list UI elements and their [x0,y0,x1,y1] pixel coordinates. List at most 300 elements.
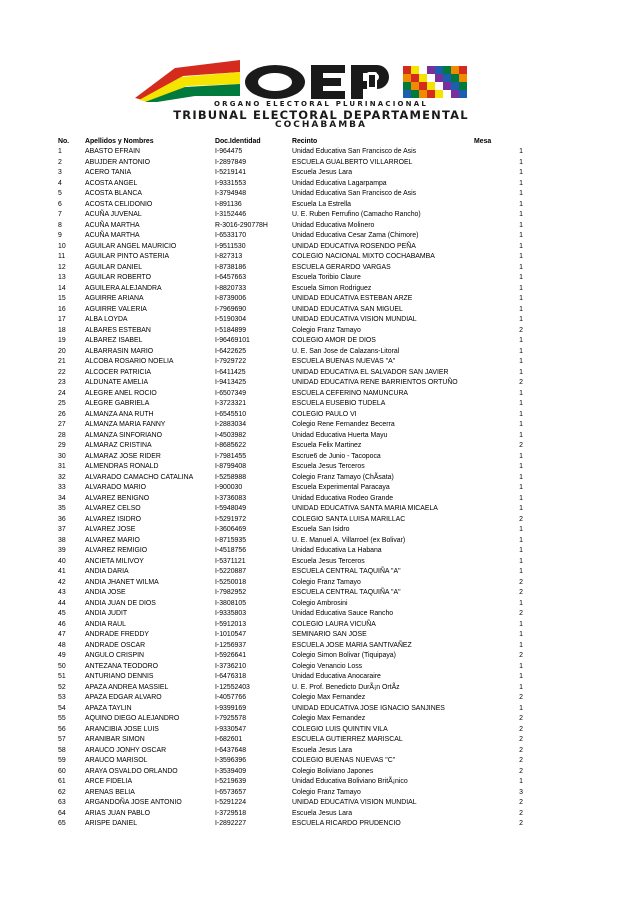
table-row [58,168,523,179]
row-doc-id: I-6411425 [215,368,246,376]
row-number: 12 [58,263,66,271]
row-name: ALBARRASIN MARIO [85,347,154,355]
table-row [58,588,523,599]
row-number: 59 [58,757,66,765]
row-recinto: ESCUELA JOSE MARIA SANTIVAÑEZ [292,641,412,649]
row-number: 21 [58,358,66,366]
row-recinto: Escuela Jesus Terceros [292,463,365,471]
row-number: 44 [58,599,66,607]
row-doc-id: I-6457663 [215,274,247,282]
row-mesa: 1 [519,704,523,712]
row-doc-id: I-4518756 [215,547,247,555]
row-recinto: Unidad Educativa Cesar Zama (Chimore) [292,232,419,240]
header-name: Apellidos y Nombres [85,137,154,145]
row-recinto: Escuela Toribio Claure [292,274,361,282]
header-doc: Doc.Identidad [215,137,261,145]
row-recinto: UNIDAD EDUCATIVA EL SALVADOR SAN JAVIER [292,368,449,376]
row-recinto: COLEGIO LUIS QUINTIN VILA [292,725,388,733]
row-doc-id: I-96469101 [215,337,250,345]
row-name: AGUILAR PINTO ASTERIA [85,253,170,261]
row-number: 4 [58,179,62,187]
row-name: APAZA TAYLIN [85,704,132,712]
row-number: 57 [58,736,66,744]
row-name: ALCOBA ROSARIO NOELIA [85,358,174,366]
row-doc-id: I-6437648 [215,746,247,754]
row-mesa: 1 [519,211,523,219]
row-mesa: 1 [519,389,523,397]
row-mesa: 1 [519,641,523,649]
row-name: ARAUCO MARISOL [85,757,148,765]
table-row [58,714,523,725]
row-doc-id: I-1256937 [215,641,247,649]
row-doc-id: I-7929722 [215,358,247,366]
row-mesa: 1 [519,673,523,681]
row-name: ARGANDOÑA JOSE ANTONIO [85,799,182,807]
table-row [58,640,523,651]
table-row [58,147,523,158]
row-mesa: 1 [519,242,523,250]
row-name: ALMARAZ JOSE RIDER [85,452,161,460]
logo-line-organo: ORGANO ELECTORAL PLURINACIONAL [213,100,429,108]
row-mesa: 2 [519,442,523,450]
row-recinto: UNIDAD EDUCATIVA SANTA MARIA MICAELA [292,505,438,513]
row-mesa: 1 [519,547,523,555]
table-row [58,283,523,294]
table-row [58,304,523,315]
table-row [58,336,523,347]
row-recinto: ESCUELA CEFERINO NAMUNCURA [292,389,409,397]
row-mesa: 1 [519,316,523,324]
row-mesa: 2 [519,746,523,754]
table-row [58,378,523,389]
row-mesa: 1 [519,400,523,408]
row-mesa: 2 [519,326,523,334]
row-mesa: 3 [519,788,523,796]
row-mesa: 1 [519,221,523,229]
row-recinto: Colegio Franz Tamayo (ChÃsata) [292,473,394,481]
row-doc-id: I-7925578 [215,715,247,723]
row-doc-id: I-9335803 [215,610,247,618]
row-recinto: Colegio Franz Tamayo [292,788,361,796]
row-doc-id: I-5250018 [215,578,247,586]
row-name: ALVARADO CAMACHO CATALINA [85,473,194,481]
row-name: ALVAREZ MARIO [85,536,140,544]
row-number: 36 [58,515,66,523]
row-mesa: 2 [519,820,523,828]
row-number: 43 [58,589,66,597]
row-doc-id: I-9413425 [215,379,247,387]
row-number: 34 [58,494,66,502]
table-row [58,472,523,483]
row-recinto: ESCUELA GUTIERREZ MARISCAL [292,736,403,744]
row-mesa: 1 [519,410,523,418]
table-row [58,325,523,336]
table-row [58,388,523,399]
row-number: 40 [58,557,66,565]
row-mesa: 1 [519,295,523,303]
row-name: ANDIA JHANET WILMA [85,578,159,586]
row-name: ANCIETA MILIVOY [85,557,144,565]
row-number: 17 [58,316,66,324]
row-recinto: Escuela Jesus Terceros [292,557,365,565]
row-doc-id: I-3596396 [215,757,247,765]
row-doc-id: I-6476318 [215,673,247,681]
row-number: 10 [58,242,66,250]
table-row [58,567,523,578]
table-row [58,535,523,546]
table-row [58,724,523,735]
row-doc-id: I-9511530 [215,242,246,250]
row-mesa: 1 [519,526,523,534]
row-recinto: COLEGIO PAULO VI [292,410,357,418]
row-name: AGUIRRE ARIANA [85,295,144,303]
row-recinto: Escuela La Estrella [292,200,351,208]
row-number: 20 [58,347,66,355]
table-row [58,735,523,746]
row-doc-id: I-7969690 [215,305,247,313]
table-row [58,399,523,410]
row-mesa: 1 [519,662,523,670]
logo-line-tribunal: TRIBUNAL ELECTORAL DEPARTAMENTAL [173,108,469,122]
row-number: 18 [58,326,66,334]
row-mesa: 1 [519,169,523,177]
table-row [58,441,523,452]
row-doc-id: I-682601 [215,736,243,744]
row-number: 38 [58,536,66,544]
row-name: ALVAREZ CELSO [85,505,141,513]
row-doc-id: I-827313 [215,253,243,261]
row-mesa: 1 [519,683,523,691]
row-doc-id: I-8738186 [215,263,247,271]
row-doc-id: I-6545510 [215,410,247,418]
row-name: ALMENDRAS RONALD [85,463,159,471]
table-row [58,157,523,168]
table-row [58,798,523,809]
row-recinto: COLEGIO NACIONAL MIXTO COCHABAMBA [292,253,435,261]
row-mesa: 2 [519,715,523,723]
row-doc-id: I-5912013 [215,620,247,628]
row-mesa: 1 [519,421,523,429]
row-name: ANDRADE FREDDY [85,631,149,639]
table-row [58,178,523,189]
row-recinto: Unidad Educativa Sauce Rancho [292,610,394,618]
row-number: 29 [58,442,66,450]
row-mesa: 1 [519,232,523,240]
row-recinto: SEMINARIO SAN JOSE [292,631,367,639]
row-recinto: Escuela Jesus Lara [292,746,353,754]
row-doc-id: I-5291224 [215,799,247,807]
table-row [58,756,523,767]
row-doc-id: I-891136 [215,200,242,208]
row-recinto: ESCUELA GUALBERTO VILLARROEL [292,158,413,166]
row-name: ALBAREZ ISABEL [85,337,143,345]
row-mesa: 1 [519,536,523,544]
table-row [58,189,523,200]
row-recinto: U. E. Manuel A. Villarroel (ex Bolivar) [292,536,406,544]
header-recinto: Recinto [292,137,318,145]
row-name: ARENAS BELIA [85,788,135,796]
row-recinto: UNIDAD EDUCATIVA ESTEBAN ARZE [292,295,413,303]
row-number: 65 [58,820,66,828]
row-name: ANDIA JUAN DE DIOS [85,599,156,607]
header-mesa: Mesa [474,137,492,145]
row-name: ANDIA RAUL [85,620,126,628]
row-doc-id: I-3736210 [215,662,247,670]
row-number: 14 [58,284,66,292]
row-doc-id: I-8739006 [215,295,247,303]
row-doc-id: I-7981455 [215,452,247,460]
row-name: ANDIA DARIA [85,568,129,576]
table-row [58,262,523,273]
row-recinto: Colegio Rene Fernandez Becerra [292,421,395,429]
row-number: 51 [58,673,66,681]
row-name: ACUÑA JUVENAL [85,211,142,219]
table-row [58,493,523,504]
table-row [58,766,523,777]
row-name: ABUJDER ANTONIO [85,158,150,166]
row-name: ARAYA OSVALDO ORLANDO [85,767,178,775]
row-name: ALVAREZ REMIGIO [85,547,148,555]
row-name: ANGULO CRISPIN [85,652,144,660]
row-name: AGUILAR ROBERTO [85,274,151,282]
row-mesa: 1 [519,358,523,366]
table-row [58,462,523,473]
row-name: ACOSTA BLANCA [85,190,142,198]
row-name: ANTURIANO DENNIS [85,673,154,681]
table-row [58,556,523,567]
table-row [58,315,523,326]
row-recinto: Escuela Simon Rodriguez [292,284,372,292]
row-name: ARANIBAR SIMON [85,736,145,744]
table-row [58,630,523,641]
row-recinto: U. E. San Jose de Calazans-Litoral [292,347,400,355]
row-mesa: 1 [519,263,523,271]
row-doc-id: I-964475 [215,148,243,156]
row-name: APAZA EDGAR ALVARO [85,694,162,702]
row-recinto: UNIDAD EDUCATIVA SAN MIGUEL [292,305,403,313]
row-doc-id: I-6422625 [215,347,247,355]
table-row [58,231,523,242]
row-number: 11 [58,253,66,261]
row-number: 3 [58,169,62,177]
row-mesa: 2 [519,610,523,618]
row-recinto: Unidad Educativa San Francisco de Asis [292,190,417,198]
row-name: ALMANZA SINFORIANO [85,431,162,439]
row-number: 13 [58,274,66,282]
row-doc-id: I-3808105 [215,599,247,607]
table-row [58,241,523,252]
row-number: 19 [58,337,66,345]
row-number: 1 [58,148,62,156]
row-doc-id: I-9330547 [215,725,247,733]
row-mesa: 2 [519,799,523,807]
row-doc-id: I-1010547 [215,631,247,639]
row-name: ALMANZA ANA RUTH [85,410,154,418]
row-number: 49 [58,652,66,660]
row-mesa: 1 [519,368,523,376]
row-mesa: 1 [519,484,523,492]
row-doc-id: I-2892227 [215,820,247,828]
table-row [58,546,523,557]
row-doc-id: I-3723321 [215,400,247,408]
row-recinto: COLEGIO LAURA VICUÑA [292,620,376,628]
row-mesa: 1 [519,253,523,261]
row-name: ABASTO EFRAIN [85,148,141,156]
row-doc-id: I-9399169 [215,704,247,712]
voter-table [58,136,523,829]
row-recinto: Colegio Max Fernandez [292,715,366,723]
table-row [58,483,523,494]
row-name: AQUINO DIEGO ALEJANDRO [85,715,180,723]
row-mesa: 1 [519,274,523,282]
table-row [58,525,523,536]
row-mesa: 2 [519,736,523,744]
row-number: 60 [58,767,66,775]
row-name: AGUILERA ALEJANDRA [85,284,162,292]
row-number: 55 [58,715,66,723]
row-name: ARAUCO JONHY OSCAR [85,746,167,754]
table-row [58,598,523,609]
row-recinto: U. E. Prof. Benedicto DurÃ¡n OrtÃz [292,683,400,691]
row-name: ALEGRE GABRIELA [85,400,150,408]
row-name: ALVAREZ JOSE [85,526,136,534]
row-doc-id: I-5219639 [215,778,247,786]
table-row [58,367,523,378]
row-name: APAZA ANDREA MASSIEL [85,683,169,691]
row-mesa: 1 [519,337,523,345]
row-recinto: UNIDAD EDUCATIVA VISION MUNDIAL [292,316,417,324]
row-number: 45 [58,610,66,618]
row-mesa: 2 [519,589,523,597]
row-mesa: 1 [519,179,523,187]
row-number: 5 [58,190,62,198]
table-row [58,252,523,263]
table-row [58,273,523,284]
row-recinto: UNIDAD EDUCATIVA ROSENDO PEÑA [292,242,416,250]
row-number: 16 [58,305,66,313]
row-mesa: 1 [519,557,523,565]
row-recinto: COLEGIO SANTA LUISA MARILLAC [292,515,406,523]
row-name: ARIAS JUAN PABLO [85,809,150,817]
row-recinto: U. E. Ruben Ferrufino (Camacho Rancho) [292,211,421,219]
row-name: ANDIA JOSE [85,589,126,597]
row-recinto: Unidad Educativa Huerta Mayu [292,431,388,439]
row-mesa: 2 [519,694,523,702]
row-mesa: 1 [519,190,523,198]
row-mesa: 1 [519,158,523,166]
row-number: 39 [58,547,66,555]
row-recinto: Unidad Educativa San Francisco de Asis [292,148,417,156]
row-mesa: 2 [519,578,523,586]
row-doc-id: I-3736083 [215,494,247,502]
row-mesa: 1 [519,452,523,460]
table-row [58,294,523,305]
row-name: ALVAREZ ISIDRO [85,515,142,523]
table-row [58,672,523,683]
row-name: ARCE FIDELIA [85,778,133,786]
row-recinto: Escuela Experimental Paracaya [292,484,390,492]
row-recinto: COLEGIO AMOR DE DIOS [292,337,376,345]
row-mesa: 1 [519,473,523,481]
logo-line-cochabamba: COCHABAMBA [275,120,367,130]
row-doc-id: I-6573657 [215,788,247,796]
row-name: ACOSTA CELIDONIO [85,200,153,208]
row-mesa: 1 [519,431,523,439]
row-name: ALEGRE ANEL ROCIO [85,389,157,397]
row-name: ALBA LOYDA [85,316,128,324]
row-doc-id: I-5219141 [215,169,247,177]
row-number: 6 [58,200,62,208]
row-doc-id: I-3152446 [215,211,247,219]
row-mesa: 1 [519,494,523,502]
row-name: ALVAREZ BENIGNO [85,494,150,502]
row-recinto: Colegio Max Fernandez [292,694,366,702]
row-name: ACUÑA MARTHA [85,221,140,229]
row-doc-id: I-3539409 [215,767,247,775]
row-number: 41 [58,568,66,576]
row-number: 28 [58,431,66,439]
row-doc-id: I-5258988 [215,473,247,481]
row-mesa: 1 [519,631,523,639]
row-mesa: 1 [519,505,523,513]
table-row [58,777,523,788]
row-recinto: Unidad Educativa Rodeo Grande [292,494,394,502]
table-row [58,745,523,756]
header-no: No. [58,137,70,145]
row-name: ANDRADE OSCAR [85,641,146,649]
row-name: ALMARAZ CRISTINA [85,442,152,450]
document-header [0,0,638,135]
row-number: 33 [58,484,66,492]
row-doc-id: I-3606469 [215,526,247,534]
row-doc-id: I-5190304 [215,316,247,324]
table-row [58,420,523,431]
row-number: 42 [58,578,66,586]
row-name: ALMANZA MARIA FANNY [85,421,166,429]
row-doc-id: I-7982952 [215,589,247,597]
table-row [58,514,523,525]
row-recinto: Unidad Educativa Boliviano BritÃ¡nico [292,778,408,786]
table-row [58,693,523,704]
table-row [58,430,523,441]
row-number: 9 [58,232,62,240]
row-recinto: Colegio Franz Tamayo [292,326,361,334]
row-recinto: Unidad Educativa Anocaraire [292,673,381,681]
row-number: 8 [58,221,62,229]
row-number: 32 [58,473,66,481]
row-name: ALBARES ESTEBAN [85,326,151,334]
row-doc-id: I-6533170 [215,232,247,240]
table-row [58,357,523,368]
row-number: 53 [58,694,66,702]
table-row [58,577,523,588]
row-name: AGUIRRE VALERIA [85,305,147,313]
row-name: ACERO TANIA [85,169,132,177]
row-mesa: 1 [519,200,523,208]
row-mesa: 1 [519,568,523,576]
row-doc-id: I-8799408 [215,463,247,471]
row-doc-id: I-900030 [215,484,243,492]
row-number: 23 [58,379,66,387]
row-number: 52 [58,683,66,691]
row-mesa: 1 [519,599,523,607]
row-doc-id: I-4057766 [215,694,247,702]
row-name: ACOSTA ANGEL [85,179,138,187]
row-number: 54 [58,704,66,712]
row-doc-id: I-5948049 [215,505,247,513]
row-number: 27 [58,421,66,429]
table-row [58,682,523,693]
